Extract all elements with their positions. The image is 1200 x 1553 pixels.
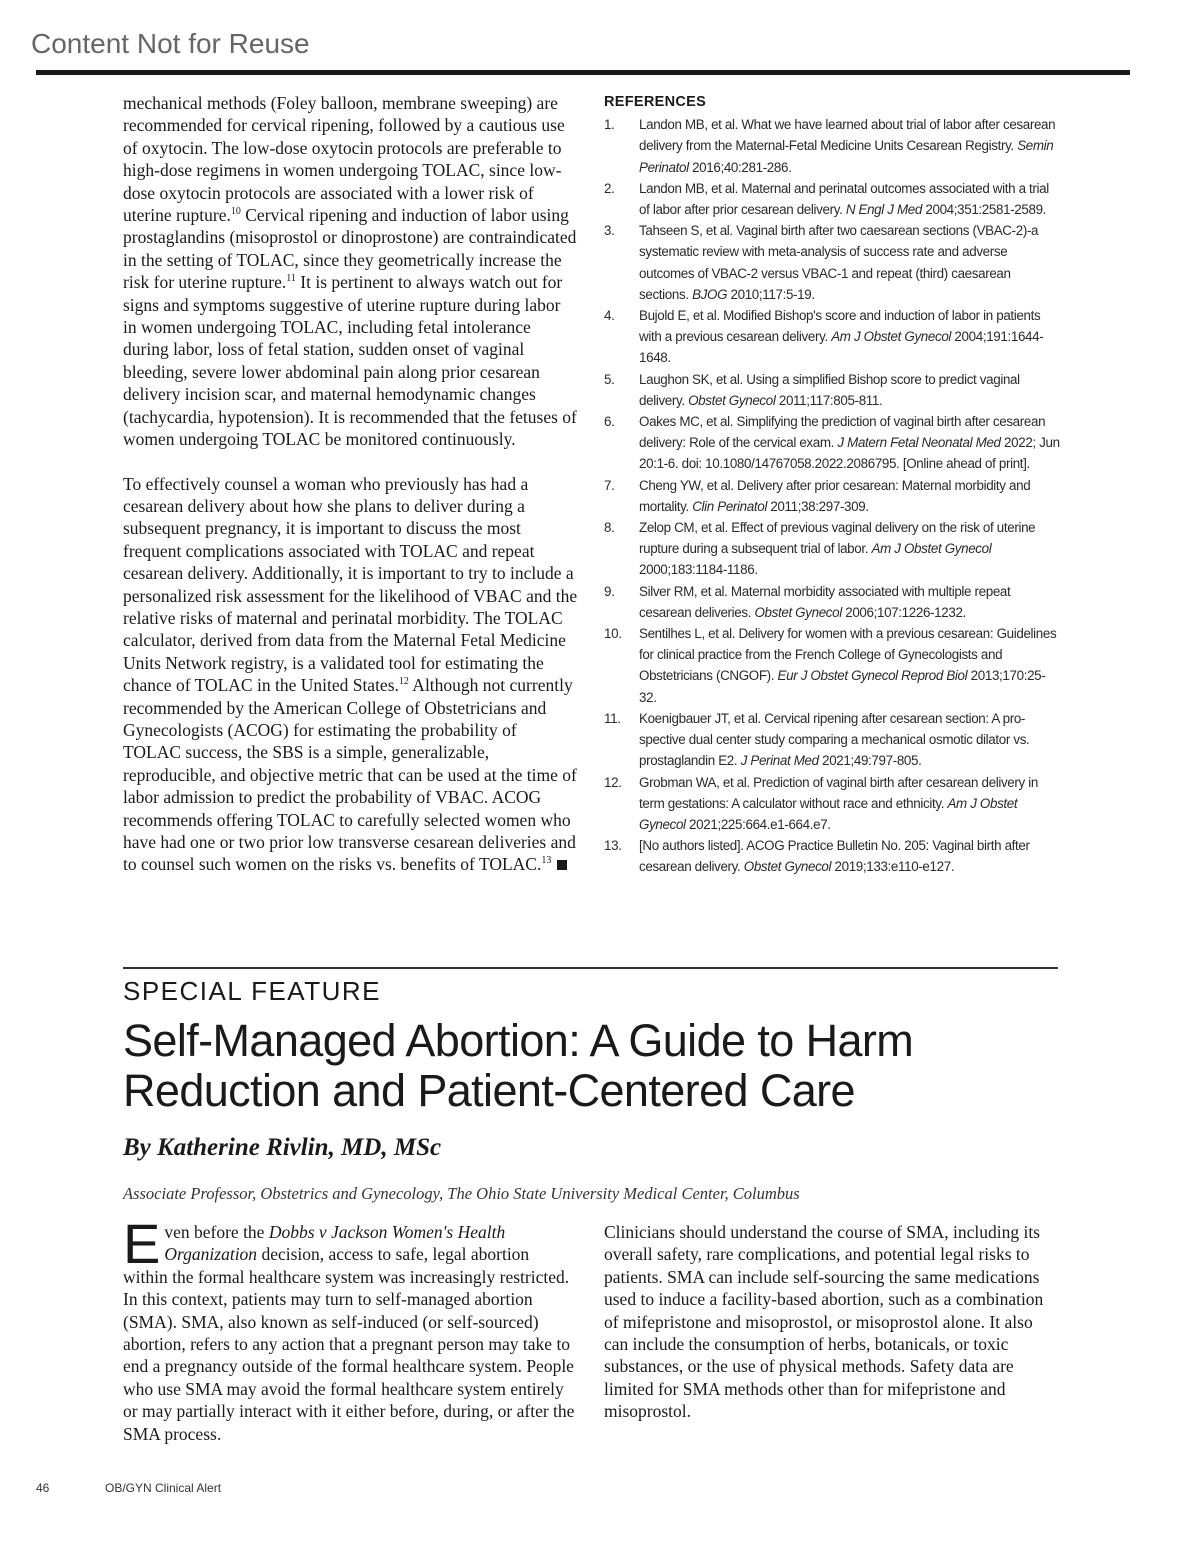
reference-text: Silver RM, et al. Maternal morbidity associated with multiple repeat cesarean deliveries. (639, 583, 1011, 620)
reference-number: 11. (604, 710, 621, 726)
reference-item (604, 369, 1062, 411)
references-section (604, 92, 1062, 878)
reference-item (604, 475, 1062, 517)
reference-citation: 2021;49:797-805. (818, 753, 922, 769)
reference-item (604, 623, 1062, 708)
reference-journal: Semin Perinatol (639, 138, 1054, 175)
reference-text: Oakes MC, et al. Simplifying the prediction of vaginal birth after cesarean delivery: Role of the cervical exam. (639, 414, 1046, 451)
reference-text: Laughon SK, et al. Using a simplified Bishop score to predict vaginal delivery. (639, 371, 1020, 408)
reference-journal: Obstet Gynecol (743, 859, 832, 875)
reference-item (604, 517, 1062, 581)
reference-journal: Am J Obstet Gynecol (639, 795, 1018, 832)
reference-item (604, 178, 1062, 220)
reference-citation: 2019;133:e110-e127. (831, 859, 955, 875)
reference-journal: Eur J Obstet Gynecol Reprod Biol (777, 668, 968, 684)
reference-journal: Am J Obstet Gynecol (871, 541, 992, 557)
reference-item (604, 708, 1062, 772)
feature-body-left: Even before the Dobbs v Jackson Women's Health Organization decision, access to safe, legal abortion within the formal healthcare system was increasingly restricted. In this context, patients may turn to self-managed abortion (SMA). SMA, also known as self-induced (or self-sourced) abortion, refers to any action that a pregnant person may take to end a pregnancy outside of the formal healthcare system. People who use SMA may avoid the formal healthcare system entirely or may partially interact with it either before, during, or after the SMA process. (123, 1212, 575, 1444)
reference-text: Tahseen S, et al. Vaginal birth after two caesarean sections (VBAC-2)-a systematic review with meta-analysis of success rate and adverse outcomes of VBAC-2 versus VBAC-1 and repeat (third) caesarean sections. (639, 223, 1039, 302)
case-name: Dobbs v Jackson Women's Health Organization (164, 1222, 506, 1265)
reference-text: Landon MB, et al. Maternal and perinatal outcomes associated with a trial of labor after prior cesarean delivery. (639, 180, 1049, 218)
reference-number: 3. (604, 223, 615, 239)
reference-citation: 2021;225:664.e1-664.e7. (685, 816, 831, 832)
reference-text: Zelop CM, et al. Effect of previous vaginal delivery on the risk of uterine rupture during a subsequent trial of labor. (639, 520, 1036, 557)
reference-journal: N Engl J Med (845, 202, 922, 218)
reference-citation: 2016;40:281-286. (688, 159, 792, 175)
reference-journal: Am J Obstet Gynecol (831, 329, 952, 345)
paragraph: mechanical methods (Foley balloon, membrane sweeping) are recommended for cervical ripening, followed by a cautious use of oxytocin. The low-dose oxytocin protocols are preferable to high-dose regimens in women undergoing TOLAC, since low-dose oxytocin protocols are associated with a lower risk of uterine rupture.$^{10}$ Cervical ripening and induction of labor using prostaglandins (misoprostol or dinoprostone) are contraindicated in the setting of TOLAC, since they geometrically increase the risk for uterine rupture.$^{11}$ It is pertinent to always watch out for signs and symptoms suggestive of uterine rupture during labor in women undergoing TOLAC, including fetal intolerance during labor, loss of fetal station, sudden onset of vaginal bleeding, severe lower abdominal pain along prior cesarean delivery incision scar, and maternal hemodynamic changes (tachycardia, hypotension). It is recommended that the fetuses of women undergoing TOLAC be monitored continuously. (123, 93, 577, 450)
reference-number: 13. (604, 838, 622, 854)
author-affiliation: Associate Professor, Obstetrics and Gynecology, The Ohio State University Medical Center, Columbus (123, 1184, 800, 1203)
reference-citation: 2011;117:805-811. (775, 392, 883, 408)
footnote-ref: 12 (398, 676, 409, 688)
end-of-article-square-icon (557, 860, 567, 870)
reference-item (604, 305, 1062, 369)
reference-number: 8. (604, 520, 615, 536)
reference-citation: 2022; Jun 20:1-6. doi: 10.1080/14767058.2022.2086795. [Online ahead of print]. (639, 435, 1060, 472)
page-number: 46 (36, 1481, 50, 1495)
article-continuation (123, 92, 578, 876)
reference-item (604, 114, 1062, 178)
reference-citation: 2006;107:1226-1232. (841, 604, 966, 620)
reference-text: Bujold E, et al. Modified Bishop's score and induction of labor in patients with a previous cesarean delivery. (639, 308, 1041, 345)
publication-name: OB/GYN Clinical Alert (105, 1481, 222, 1495)
watermark: Content Not for Reuse (31, 28, 310, 59)
reference-number: 1. (604, 117, 615, 133)
footnote-ref: 13 (541, 855, 552, 867)
reference-journal: BJOG (692, 286, 728, 302)
byline: By Katherine Rivlin, MD, MSc (123, 1134, 442, 1161)
reference-citation: 2010;117:5-19. (727, 286, 815, 302)
reference-text: Landon MB, et al. What we have learned about trial of labor after cesarean delivery from the Maternal-Fetal Medicine Units Cesarean Registry. (639, 117, 1056, 154)
reference-number: 7. (604, 477, 615, 493)
reference-text: Sentilhes L, et al. Delivery for women with a previous cesarean: Guidelines for clinical practice from the French College of Gynecologists and Obstetricians (CNGOF). (639, 626, 1057, 684)
references-heading: REFERENCES (604, 94, 707, 110)
reference-journal: Obstet Gynecol (688, 392, 776, 408)
reference-citation: 2004;351:2581-2589. (922, 202, 1047, 218)
reference-number: 5. (604, 371, 615, 387)
reference-journal: J Matern Fetal Neonatal Med (837, 435, 1001, 451)
feature-body-right: Clinicians should understand the course of SMA, including its overall safety, rare complications, and potential legal risks to patients. SMA can include self-sourcing the same medications used to induce a facility-based abortion, such as a combination of mifepristone and misoprostol, or misoprostol alone. It also can include the consumption of herbs, botanicals, or toxic substances, or the use of physical methods. Safety data are limited for SMA methods other than for mifepristone and misoprostol. (604, 1222, 1044, 1422)
reference-number: 12. (604, 774, 622, 790)
reference-item (604, 411, 1062, 475)
reference-text: Grobman WA, et al. Prediction of vaginal birth after cesarean delivery in term gestations: A calculator without race and ethnicity. (639, 774, 1038, 811)
reference-journal: Clin Perinatol (692, 498, 767, 514)
reference-journal: J Perinat Med (740, 753, 819, 769)
reference-number: 4. (604, 308, 615, 324)
reference-text: [No authors listed]. ACOG Practice Bulletin No. 205: Vaginal birth after cesarean delivery. (639, 838, 1030, 875)
references-list (604, 114, 1062, 877)
reference-number: 2. (604, 180, 615, 196)
section-kicker: SPECIAL FEATURE (123, 976, 381, 1006)
reference-citation: 2000;183:1184-1186. (639, 562, 758, 578)
reference-item (604, 835, 1062, 877)
reference-text: Cheng YW, et al. Delivery after prior cesarean: Maternal morbidity and mortality. (639, 477, 1031, 514)
feature-title: Self-Managed Abortion: A Guide to Harm Reduction and Patient-Centered Care (123, 1015, 914, 1116)
reference-citation: 2013;170:25-32. (639, 668, 1046, 705)
reference-item (604, 220, 1062, 305)
reference-number: 10. (604, 626, 622, 642)
reference-number: 9. (604, 583, 615, 599)
header-rule (36, 70, 1130, 75)
reference-item (604, 581, 1062, 623)
reference-text: Koenigbauer JT, et al. Cervical ripening after cesarean section: A prospective dual center study comparing a mechanical osmotic dilator vs. prostaglandin E2. (639, 710, 1030, 769)
reference-journal: Obstet Gynecol (754, 604, 842, 620)
section-divider (123, 967, 1058, 969)
drop-cap: E (123, 1212, 161, 1275)
reference-citation: 2011;38:297-309. (766, 498, 869, 514)
paragraph: To effectively counsel a woman who previously has had a cesarean delivery about how she plans to deliver during a subsequent pregnancy, it is important to discuss the most frequent complications associated with TOLAC and repeat cesarean delivery. Additionally, it is important to try to include a personalized risk assessment for the likelihood of VBAC and the relative risks of maternal and perinatal morbidity. The TOLAC calculator, derived from data from the Maternal Fetal Medicine Units Network registry, is a validated tool for estimating the chance of TOLAC in the United States.$^{12}$ Although not currently recommended by the American College of Obstetricians and Gynecologists (ACOG) for estimating the probability of TOLAC success, the SBS is a simple, generalizable, reproducible, and objective metric that can be used at the time of labor admission to predict the probability of VBAC. ACOG recommends offering TOLAC to carefully selected women who have had one or two prior low transverse cesarean deliveries and to counsel such women on the risks vs. benefits of TOLAC.$^{13}$ (123, 473, 578, 875)
footnote-ref: 11 (286, 273, 296, 285)
footnote-ref: 10 (230, 206, 241, 218)
reference-item (604, 772, 1062, 836)
reference-citation: 2004;191:1644-1648. (639, 329, 1044, 366)
reference-number: 6. (604, 414, 615, 430)
